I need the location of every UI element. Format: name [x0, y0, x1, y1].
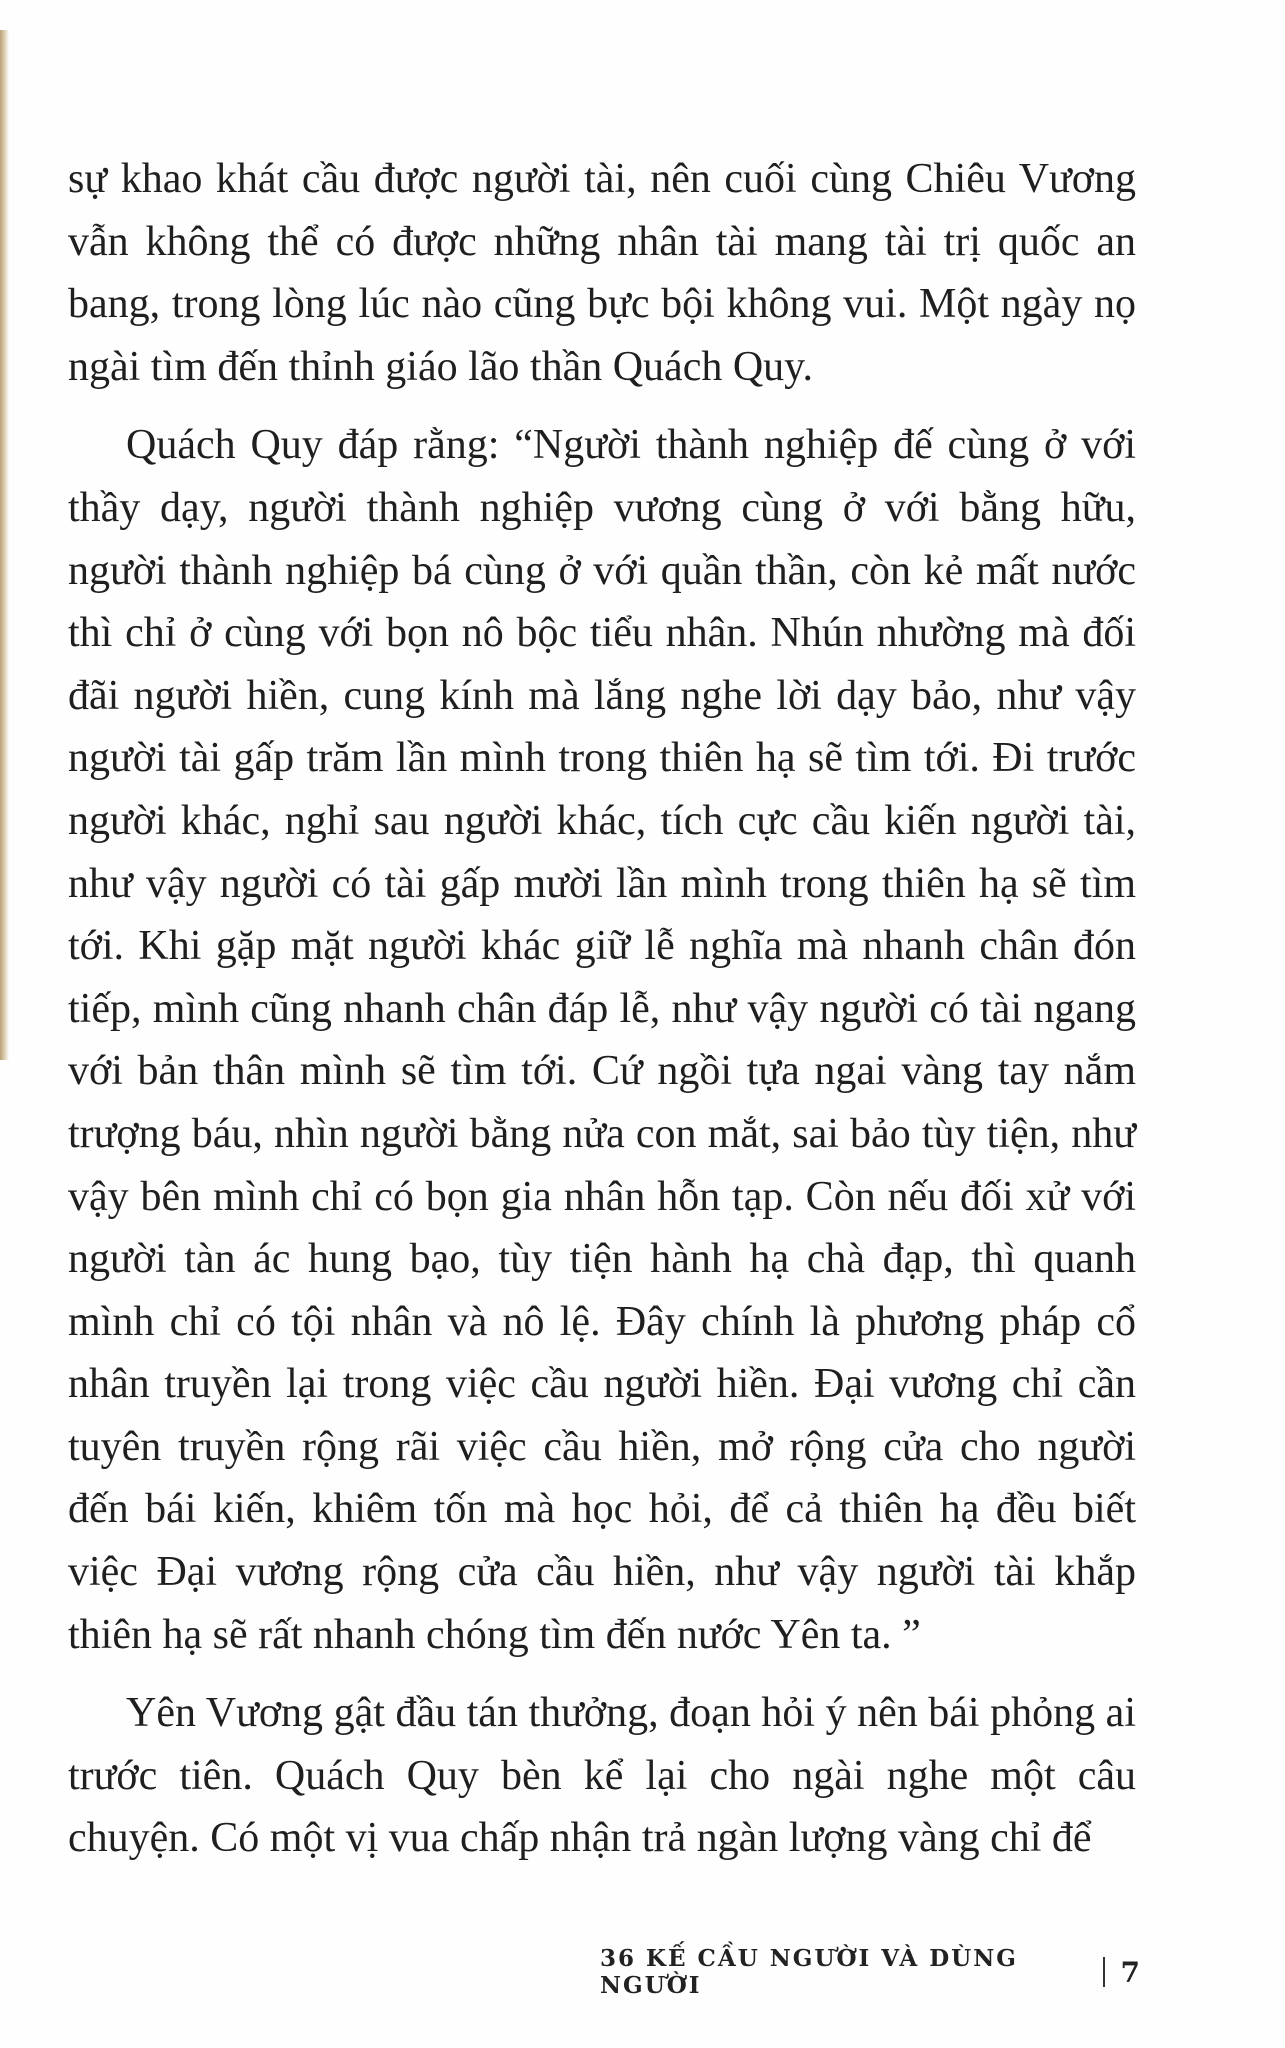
page-footer [600, 1945, 1140, 1999]
running-title: 36 KẾ CẦU NGƯỜI VÀ DÙNG NGƯỜI [600, 1945, 1018, 1999]
page-spine-shadow [0, 30, 9, 1060]
body-text [68, 148, 1136, 1870]
footer-divider [1103, 1957, 1105, 1987]
paragraph-1: sự khao khát cầu được người tài, nên cuối cùng Chiêu Vương vẫn không thể có được những nhân tài mang tài trị quốc an bang, trong lòng lúc nào cũng bực bội không vui. Một ngày nọ ngài tìm đến thỉnh giáo lão thần Quách Quy. [68, 156, 1136, 390]
paragraph-3: Yên Vương gật đầu tán thưởng, đoạn hỏi ý nên bái phỏng ai trước tiên. Quách Quy bèn kể lại cho ngài nghe một câu chuyện. Có một vị vua chấp nhận trả ngàn lượng vàng chỉ để [68, 1690, 1136, 1862]
paragraph-2: Quách Quy đáp rằng: “Người thành nghiệp đế cùng ở với thầy dạy, người thành nghiệp vương cùng ở với bằng hữu, người thành nghiệp bá cùng ở với quần thần, còn kẻ mất nước thì chỉ ở cùng với bọn nô bộc tiểu nhân. Nhún nhường mà đối đãi người hiền, cung kính mà lắng nghe lời dạy bảo, như vậy người tài gấp trăm lần mình trong thiên hạ sẽ tìm tới. Đi trước người khác, nghỉ sau người khác, tích cực cầu kiến người tài, như vậy người có tài gấp mười lần mình trong thiên hạ sẽ tìm tới. Khi gặp mặt người khác giữ lễ nghĩa mà nhanh chân đón tiếp, mình cũng nhanh chân đáp lễ, như vậy người có tài ngang với bản thân mình sẽ tìm tới. Cứ ngồi tựa ngai vàng tay nắm trượng báu, nhìn người bằng nửa con mắt, sai bảo tùy tiện, như vậy bên mình chỉ có bọn gia nhân hỗn tạp. Còn nếu đối xử với người tàn ác hung bạo, tùy tiện hành hạ chà đạp, thì quanh mình chỉ có tội nhân và nô lệ. Đây chính là phương pháp cổ nhân truyền lại trong việc cầu người hiền. Đại vương chỉ cần tuyên truyền rộng rãi việc cầu hiền, mở rộng cửa cho người đến bái kiến, khiêm tốn mà học hỏi, để cả thiên hạ đều biết việc Đại vương rộng cửa cầu hiền, như vậy người tài khắp thiên hạ sẽ rất nhanh chóng tìm đến nước Yên ta. ” [68, 422, 1136, 1658]
page-number: 7 [1120, 1955, 1140, 1989]
